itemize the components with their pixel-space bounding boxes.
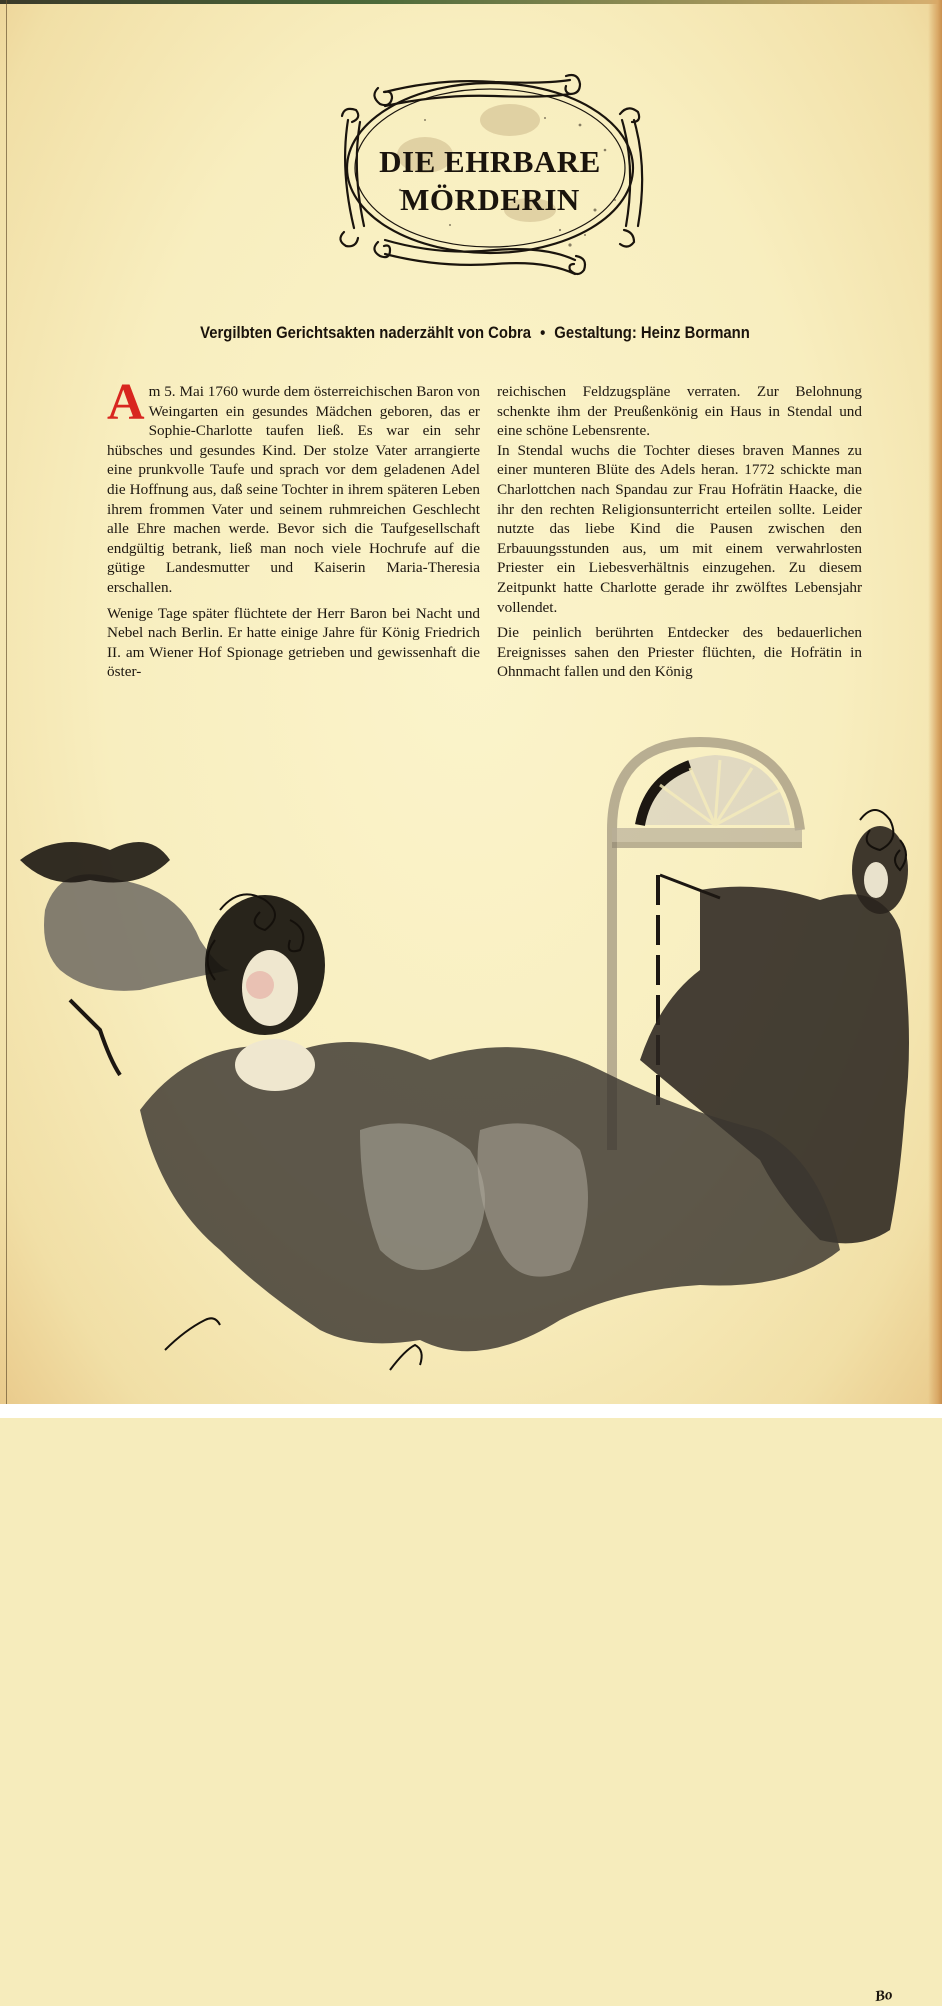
drop-cap: A <box>107 374 145 431</box>
paragraph: Die peinlich berührten Entdecker des bedauerlichen Ereignisses sahen den Priester flüchten, die Hofrätin in Ohnmacht fallen und den König <box>497 624 862 681</box>
page-edge-top <box>0 0 942 4</box>
article-title <box>330 143 650 219</box>
page-edge-bottom <box>0 1404 942 1418</box>
paragraph <box>107 374 480 598</box>
title-line-1: DIE EHRBARE <box>379 144 601 179</box>
paragraph: In Stendal wuchs die Tochter dieses braven Mannes zu einer munteren Blüte des Adels heran. 1772 schickte man Charlottchen nach Spandau zur Frau Hofrätin Haacke, die ihr den rechten Religionsunterricht erteilen sollte. Leider nutzte das liebe Kind die Pausen zwischen den Erbauungsstunden aus, um mit einem verwahrlosten Priester ein Liebesverhältnis einzugehen. Zu diesem Zeitpunkt hatte Charlotte gerade ihr zwölftes Lebensjahr vollendet. <box>497 441 862 616</box>
illustrator-signature: Bo <box>873 1986 894 2006</box>
byline-author: Vergilbten Gerichtsakten naderzählt von Cobra <box>200 324 532 342</box>
ink-drawing-illustration <box>0 730 942 1410</box>
text-column-left <box>107 374 480 688</box>
title-cartouche <box>330 50 650 280</box>
paragraph: Wenige Tage später flüchtete der Herr Baron bei Nacht und Nebel nach Berlin. Er hatte einige Jahre für König Friedrich II. am Wiener Hof Spionage getrieben und gewissenhaft die öster- <box>107 604 480 681</box>
byline <box>147 324 804 343</box>
paragraph: reichischen Feldzugspläne verraten. Zur Belohnung schenkte ihm der Preußenkönig ein Haus in Stendal und eine schöne Lebensrente. <box>497 383 862 440</box>
text-column-right <box>497 382 862 688</box>
paragraph-text: m 5. Mai 1760 wurde dem österreichischen Baron von Weingarten ein gesundes Mädchen geboren, das er Sophie-Charlotte taufen ließ. Es war ein sehr hübsches und gesundes Kind. Der stolze Vater arrangierte eine prunkvolle Taufe und sprach vor dem geladenen Adel die Hoffnung aus, daß seine Tochter in ihrem späteren Leben ihrem frommen Vater und seinem ruhmreichen Geschlecht alle Ehre machen werde. Bevor sich die Taufgesellschaft endgültig betrank, ließ man noch viele Hochrufe auf die gütige Landesmutter und Kaiserin Maria-Theresia erschallen. <box>107 383 480 596</box>
byline-design: Gestaltung: Heinz Bormann <box>554 324 750 342</box>
illustration <box>0 730 942 2006</box>
title-line-2: MÖRDERIN <box>400 182 580 217</box>
flying-child-figure <box>20 842 230 1075</box>
byline-separator: • <box>540 324 546 342</box>
